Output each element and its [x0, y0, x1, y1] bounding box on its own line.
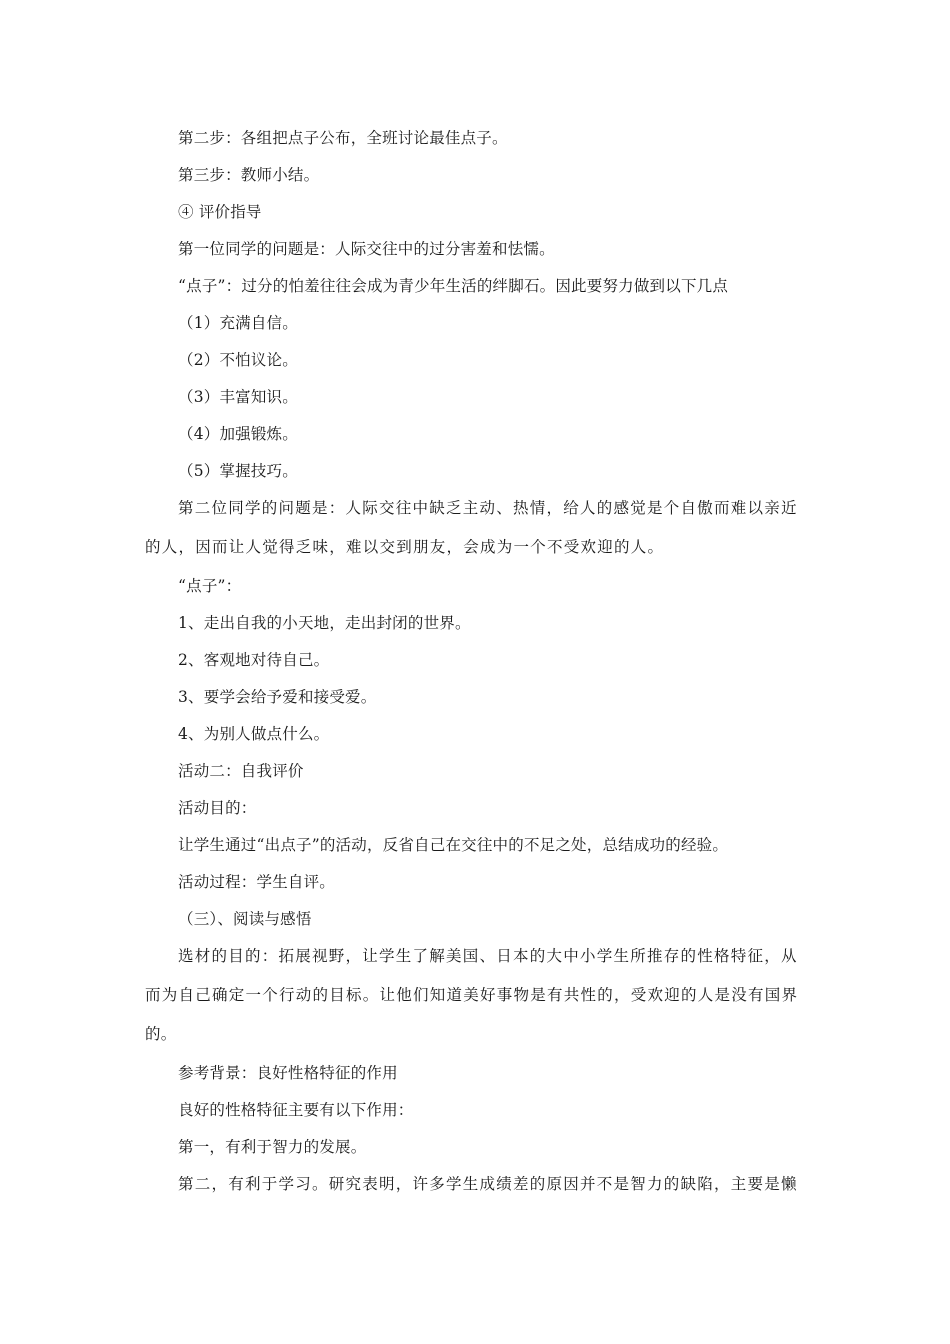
text-line-material-purpose-cont: 而为自己确定一个行动的目标。让他们知道美好事物是有共性的，受欢迎的人是没有国界	[145, 986, 799, 1004]
text-line-first-student-problem: 第一位同学的问题是：人际交往中的过分害羞和怯懦。	[178, 240, 555, 258]
text-line-idea-intro: “点子”：过分的怕羞往往会成为青少年生活的绊脚石。因此要努力做到以下几点	[178, 277, 729, 295]
text-line-activity-description: 让学生通过“出点子”的活动，反省自己在交往中的不足之处，总结成功的经验。	[178, 836, 729, 854]
numbered-item-2: 2、客观地对待自己。	[178, 651, 330, 669]
text-line-idea-label: “点子”：	[178, 577, 242, 595]
text-line-activity-process: 活动过程：学生自评。	[178, 873, 336, 891]
section-heading-activity-two: 活动二：自我评价	[178, 762, 304, 780]
text-line-step-three: 第三步：教师小结。	[178, 166, 320, 184]
text-line-second-student-problem-cont: 的人，因而让人觉得乏味，难以交到朋友，会成为一个不受欢迎的人。	[145, 538, 665, 556]
numbered-item-1: 1、走出自我的小天地，走出封闭的世界。	[178, 614, 471, 632]
section-heading-reading: （三）、阅读与感悟	[178, 910, 312, 928]
list-item-2: （2）不怕议论。	[178, 351, 298, 369]
list-item-3: （3）丰富知识。	[178, 388, 298, 406]
text-line-effects-intro: 良好的性格特征主要有以下作用：	[178, 1101, 414, 1119]
text-line-material-purpose-end: 的。	[145, 1025, 177, 1043]
text-line-effect-second: 第二，有利于学习。研究表明，许多学生成绩差的原因并不是智力的缺陷，主要是懒	[178, 1175, 798, 1193]
numbered-item-3: 3、要学会给予爱和接受爱。	[178, 688, 377, 706]
text-line-activity-purpose: 活动目的：	[178, 799, 257, 817]
text-line-second-student-problem: 第二位同学的问题是：人际交往中缺乏主动、热情，给人的感觉是个自傲而难以亲近	[178, 499, 798, 517]
list-item-5: （5）掌握技巧。	[178, 462, 298, 480]
section-heading-evaluation: ④ 评价指导	[178, 203, 262, 221]
text-line-step-two: 第二步：各组把点子公布，全班讨论最佳点子。	[178, 129, 508, 147]
section-heading-background: 参考背景：良好性格特征的作用	[178, 1064, 398, 1082]
text-line-effect-first: 第一，有利于智力的发展。	[178, 1138, 367, 1156]
text-line-material-purpose: 选材的目的：拓展视野，让学生了解美国、日本的大中小学生所推存的性格特征，从	[178, 947, 798, 965]
numbered-item-4: 4、为别人做点什么。	[178, 725, 330, 743]
list-item-4: （4）加强锻炼。	[178, 425, 298, 443]
list-item-1: （1）充满自信。	[178, 314, 298, 332]
